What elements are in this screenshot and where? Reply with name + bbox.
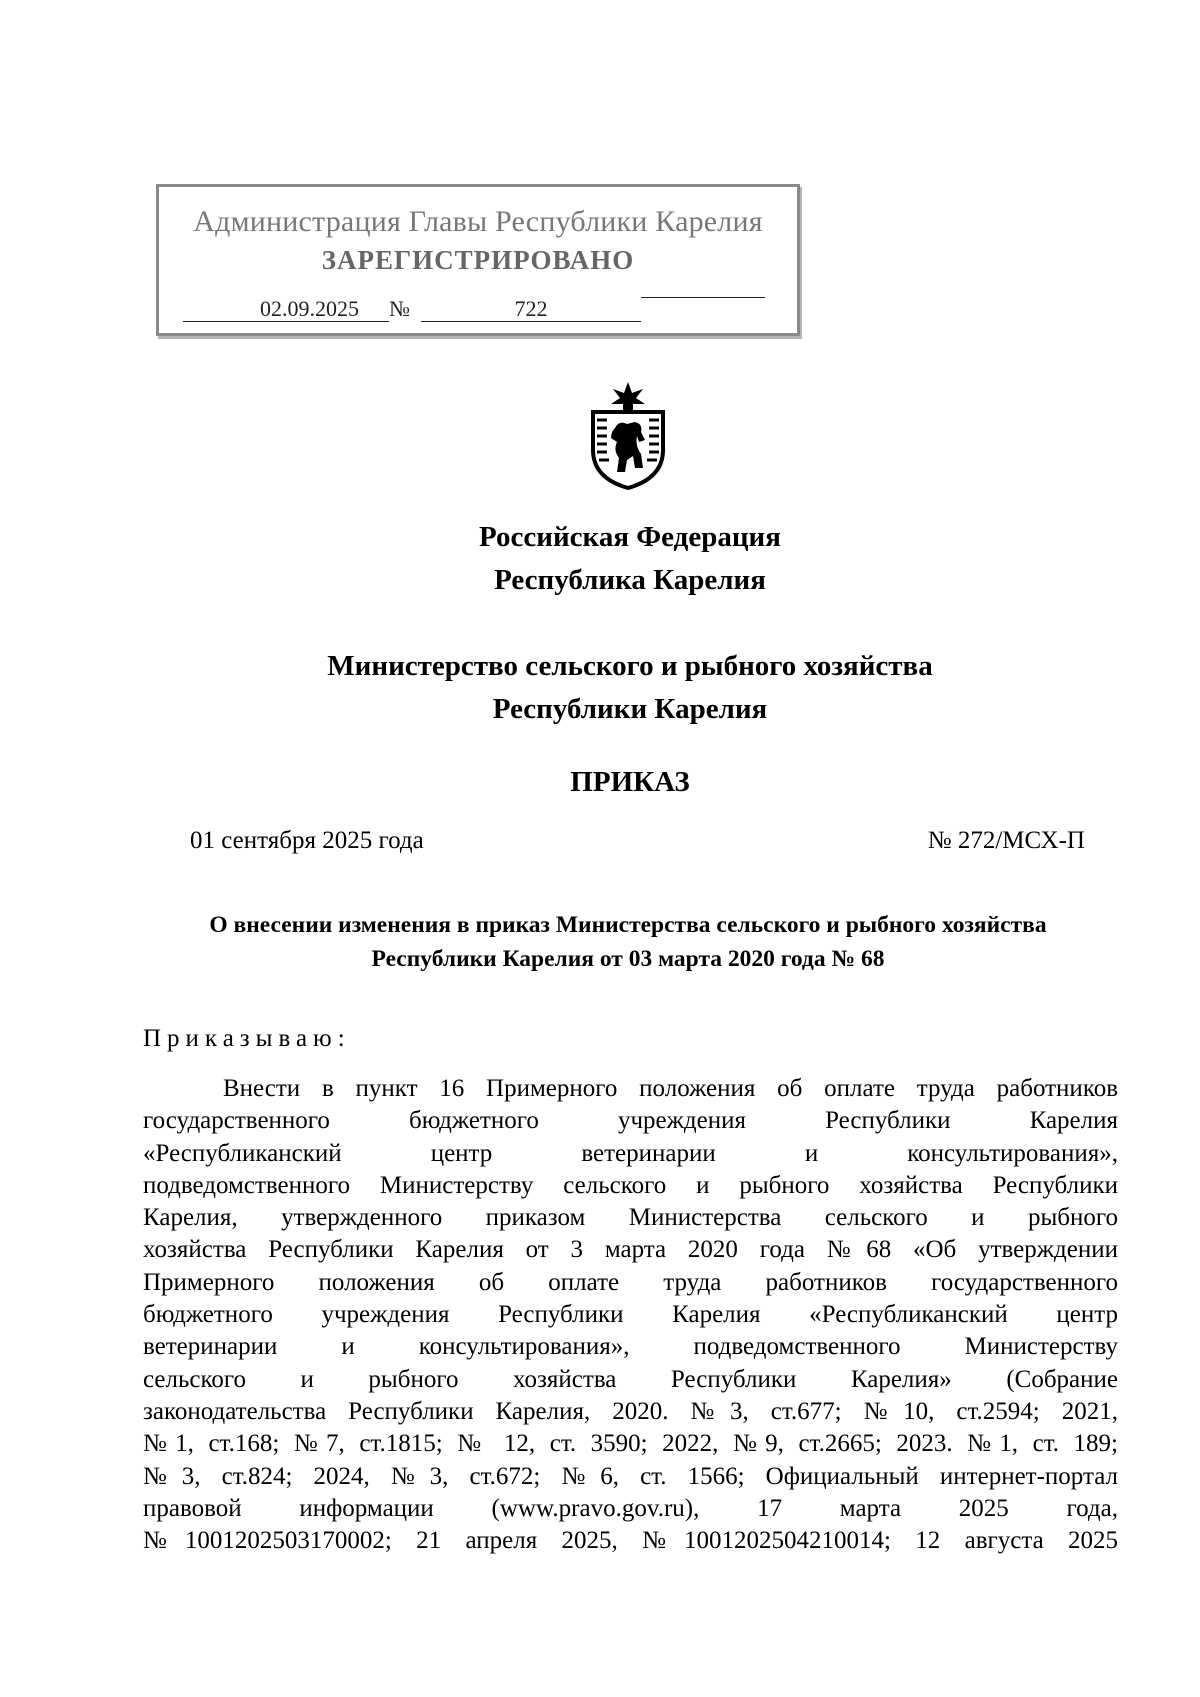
subject-line1: О внесении изменения в приказ Министерства сельского и рыбного хозяйства bbox=[209, 912, 1047, 938]
body-line: №3, ст.824; 2024, №3, ст.672; №6, ст. 1566; Официальный интернет-портал bbox=[143, 1462, 1118, 1490]
stamp-registered-text: ЗАРЕГИСТРИРОВАНО bbox=[321, 245, 635, 275]
body-line: подведомственного Министерству сельского и рыбного хозяйства Республики bbox=[143, 1171, 1118, 1199]
stamp-number-underline bbox=[641, 297, 765, 298]
body-line: Примерного положения об оплате труда работников государственного bbox=[143, 1268, 1118, 1296]
body-line: бюджетного учреждения Республики Карелия «Республиканский центр bbox=[143, 1301, 1118, 1329]
body-line: законодательства Республики Карелия, 2020. №3, ст.677; №10, ст.2594; 2021, bbox=[143, 1397, 1118, 1425]
registration-stamp bbox=[156, 184, 800, 336]
karelia-coat-of-arms-icon bbox=[585, 380, 671, 490]
body-line: сельского и рыбного хозяйства Республики Карелия» (Собрание bbox=[143, 1365, 1118, 1393]
body-line: правовой информации (www.pravo.gov.ru), 17 марта 2025 года, bbox=[143, 1494, 1118, 1522]
body-line: «Республиканский центр ветеринарии и консультирования», bbox=[143, 1139, 1118, 1167]
country-title: Российская Федерация bbox=[479, 521, 781, 553]
order-word: Приказываю: bbox=[143, 1025, 351, 1052]
body-line: №1001202503170002; 21 апреля 2025, №1001202504210014; 12 августа 2025 bbox=[143, 1527, 1118, 1555]
ministry-title-line2: Республики Карелия bbox=[492, 693, 768, 725]
order-number: № 272/МСХ-П bbox=[927, 827, 1085, 854]
document-type: ПРИКАЗ bbox=[570, 766, 690, 798]
republic-title: Республика Карелия bbox=[494, 564, 766, 596]
body-line: Внести в пункт 16 Примерного положения об оплате труда работников bbox=[223, 1075, 1118, 1102]
subject-line2: Республики Карелия от 03 марта 2020 года № 68 bbox=[371, 946, 885, 972]
body-line: ветеринарии и консультирования», подведомственного Министерству bbox=[143, 1333, 1118, 1361]
body-line: Карелия, утвержденного приказом Министерства сельского и рыбного bbox=[143, 1204, 1118, 1232]
body-line: государственного бюджетного учреждения Республики Карелия bbox=[143, 1107, 1118, 1135]
body-line: №1, ст.168; №7, ст.1815; № 12, ст. 3590; 2022, №9, ст.2665; 2023. №1, ст. 189; bbox=[143, 1430, 1118, 1458]
stamp-date: 02.09.2025 bbox=[183, 297, 389, 322]
stamp-number-label: № bbox=[389, 296, 410, 321]
order-date: 01 сентября 2025 года bbox=[190, 827, 424, 854]
stamp-number: 722 bbox=[421, 297, 641, 322]
ministry-title-line1: Министерство сельского и рыбного хозяйства bbox=[327, 650, 933, 682]
body-paragraph bbox=[143, 1073, 1118, 1557]
body-line: хозяйства Республики Карелия от 3 марта 2020 года №68 «Об утверждении bbox=[143, 1236, 1118, 1264]
stamp-admin-text: Администрация Главы Республики Карелия bbox=[193, 205, 763, 238]
